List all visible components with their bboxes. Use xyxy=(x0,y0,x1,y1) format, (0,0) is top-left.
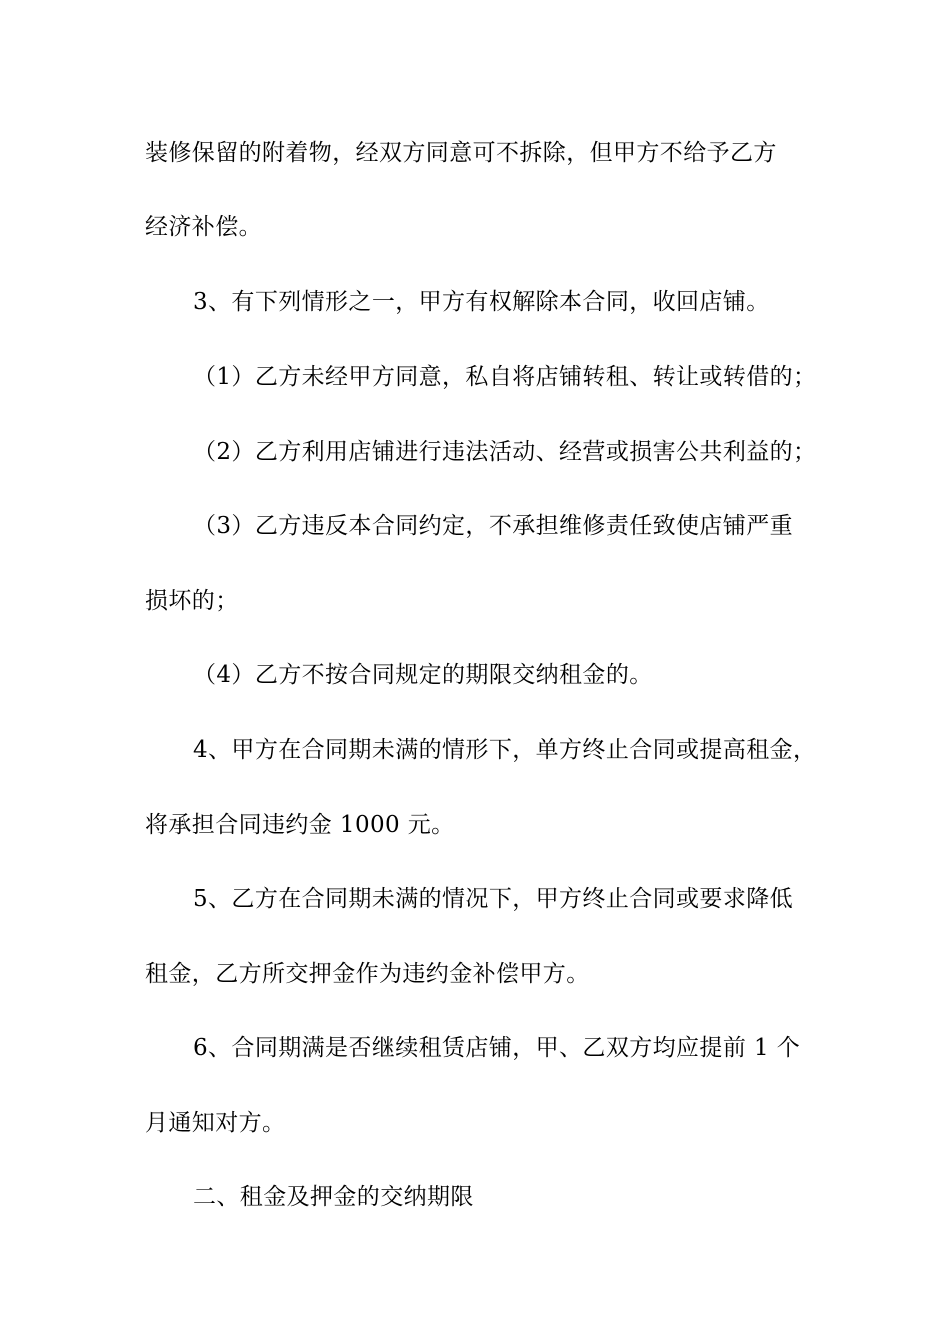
text-line-2: 经济补偿。 xyxy=(145,214,262,240)
clause-3-heading: 3、有下列情形之一，甲方有权解除本合同，收回店铺。 xyxy=(193,289,770,315)
clause-3-item-4: （4）乙方不按合同规定的期限交纳租金的。 xyxy=(193,662,653,688)
section-2-heading: 二、租金及押金的交纳期限 xyxy=(193,1184,474,1210)
clause-6: 6、合同期满是否继续租赁店铺，甲、乙双方均应提前 1 个 xyxy=(193,1035,801,1061)
clause-3-item-1: （1）乙方未经甲方同意，私自将店铺转租、转让或转借的； xyxy=(193,364,817,390)
clause-5: 5、乙方在合同期未满的情况下，甲方终止合同或要求降低 xyxy=(193,886,794,912)
clause-5-cont: 租金，乙方所交押金作为违约金补偿甲方。 xyxy=(145,961,590,987)
clause-4-cont: 将承担合同违约金 1000 元。 xyxy=(145,812,455,838)
clause-3-item-2: （2）乙方利用店铺进行违法活动、经营或损害公共利益的； xyxy=(193,439,817,465)
text-line-1: 装修保留的附着物，经双方同意可不拆除，但甲方不给予乙方 xyxy=(145,140,777,166)
clause-4: 4、甲方在合同期未满的情形下，单方终止合同或提高租金， xyxy=(193,737,817,763)
clause-3-item-3: （3）乙方违反本合同约定，不承担维修责任致使店铺严重 xyxy=(193,513,794,539)
clause-6-cont: 月通知对方。 xyxy=(145,1110,286,1136)
clause-3-item-3-cont: 损坏的； xyxy=(145,588,239,614)
